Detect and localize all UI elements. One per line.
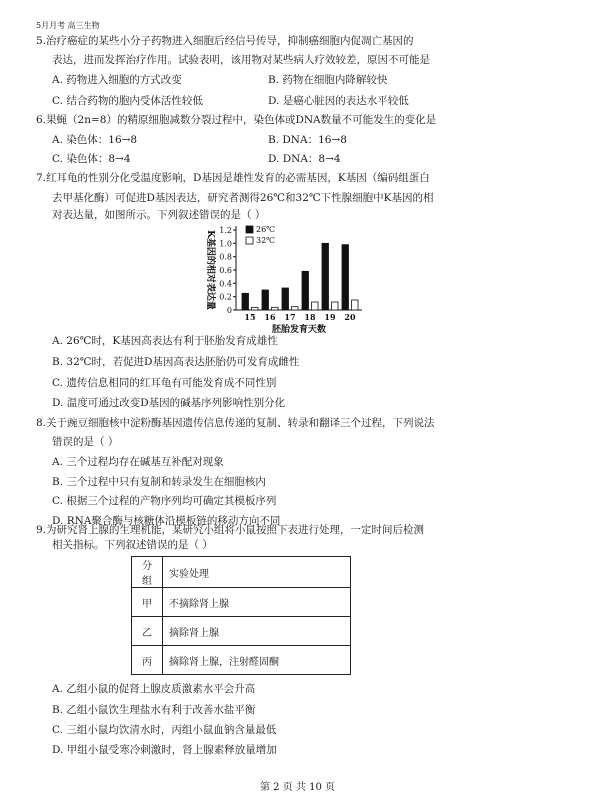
bar-white (312, 302, 319, 310)
q7-option-c: C. 遗传信息相同的红耳龟有可能发育成不同性别 (52, 377, 277, 389)
page-header: 5月月考 高三生物 (36, 21, 100, 30)
q6-option-a: A. 染色体：16→8 (52, 134, 138, 146)
bar-black (322, 243, 329, 310)
q9-option-d: D. 甲组小鼠受寒冷刺激时，肾上腺素释放量增加 (52, 744, 277, 756)
x-tick-label: 15 (244, 312, 256, 322)
q9-stem-line1: 9.为研究肾上腺的生理机能，某研究小组将小鼠按照下表进行处理，一定时间后检测 (36, 524, 425, 536)
y-tick-label: 0 (226, 306, 232, 315)
q5-option-a: A. 药物进入细胞的方式改变 (52, 74, 182, 86)
bar-black (302, 271, 309, 310)
x-axis-label: 胚胎发育天数 (271, 325, 327, 335)
y-tick-label: 0.4 (219, 279, 232, 289)
bar-white (272, 307, 279, 310)
table-cell-treatment: 不摘除肾上腺 (163, 588, 351, 617)
q7-option-a: A. 26℃时，K基因高表达有利于胚胎发育成雄性 (52, 335, 278, 347)
table-cell-treatment: 摘除肾上腺 (163, 617, 351, 646)
q7-option-b: B. 32℃时，若促进D基因高表达胚胎仍可发育成雌性 (52, 356, 300, 368)
table-header-cell: 实验处理 (163, 557, 351, 588)
q5-option-d: D. 是癌心脏因的表达水平较低 (268, 95, 409, 107)
table-cell-group: 甲 (132, 588, 163, 617)
q8-option-d: D. RNA聚合酶与核糖体沿模板链的移动方向不同 (52, 515, 281, 527)
q8-option-c: C. 根据三个过程的产物序列均可确定其模板序列 (52, 495, 277, 507)
q9-stem-line2: 相关指标。下列叙述错误的是（ ） (52, 539, 213, 551)
q9-option-c: C. 三组小鼠均饮清水时，丙组小鼠血钠含量最低 (52, 724, 277, 736)
x-tick-label: 19 (324, 312, 336, 322)
k-gene-expression-chart (200, 222, 370, 342)
bar-black (282, 288, 289, 310)
bar-black (262, 290, 269, 310)
y-tick-label: 0.6 (219, 266, 232, 275)
q6-option-b: B. DNA：16→8 (268, 134, 347, 146)
q6-option-d: D. DNA：8→4 (268, 153, 341, 165)
table-cell-group: 乙 (132, 617, 163, 646)
y-tick-label: 0.2 (219, 292, 232, 302)
page-footer: 第 2 页 共 10 页 (260, 782, 335, 793)
y-axis-label: K基因的相对表达量 (205, 230, 215, 310)
bar-black (342, 245, 349, 310)
q7-stem-line3: 对表达量，如图所示。下列叙述错误的是（ ） (52, 209, 266, 221)
x-tick-label: 17 (284, 312, 296, 322)
q5-stem-line2: 表达，进而发挥治疗作用。试验表明，该用物对某些病人疗效较差，原因不可能是 (52, 54, 430, 66)
q8-option-b: B. 三个过程中只有复制和转录发生在细胞核内 (52, 476, 266, 488)
q5-option-c: C. 结合药物的胞内受体活性较低 (52, 95, 203, 107)
q5-stem-line1: 5.治疗癌症的某些小分子药物进入细胞后经信号传导，抑制癌细胞内促凋亡基因的 (36, 35, 414, 47)
q9-option-b: B. 乙组小鼠饮生理盐水有利于改善水盐平衡 (52, 704, 256, 716)
legend-label: 26℃ (256, 225, 276, 234)
table-row (132, 588, 351, 617)
legend-label: 32℃ (256, 236, 276, 245)
bar-black (242, 293, 249, 310)
q6-option-c: C. 染色体：8→4 (52, 153, 131, 165)
bar-white (252, 307, 259, 310)
q8-stem-line2: 错误的是（ ） (52, 436, 119, 448)
y-tick-label: 1.0 (219, 239, 232, 249)
q7-option-d: D. 温度可通过改变D基因的碱基序列影响性别分化 (52, 397, 286, 409)
q7-stem-line1: 7.红耳龟的性别分化受温度影响，D基因是雄性发育的必需基因，K基因（编码组蛋白 (36, 172, 430, 184)
bar-white (292, 307, 299, 310)
x-tick-label: 18 (304, 312, 316, 322)
experiment-table (131, 556, 351, 675)
y-tick-label: 1.2 (219, 226, 232, 235)
x-tick-label: 16 (264, 312, 276, 322)
table-row (132, 617, 351, 646)
table-header-row (132, 557, 351, 588)
q9-option-a: A. 乙组小鼠的促肾上腺皮质激素水平会升高 (52, 683, 256, 695)
legend-swatch (246, 226, 253, 233)
q6-stem: 6.果蝇（2n=8）的精原细胞减数分裂过程中，染色体或DNA数量不可能发生的变化是 (36, 114, 437, 126)
table-row (132, 646, 351, 675)
q7-stem-line2: 去甲基化酶）可促进D基因表达，研究者测得26℃和32℃下性腺细胞中K基因的相 (52, 192, 434, 204)
bar-white (352, 300, 359, 310)
table-cell-treatment: 摘除肾上腺，注射醛固酮 (163, 646, 351, 675)
x-tick-label: 20 (344, 312, 356, 322)
y-tick-label: 0.8 (219, 252, 232, 262)
legend-swatch (246, 237, 253, 244)
q8-stem-line1: 8.关于豌豆细胞核中淀粉酶基因遗传信息传递的复制、转录和翻译三个过程，下列说法 (36, 417, 435, 429)
table-header-cell: 分组 (132, 557, 163, 588)
q5-option-b: B. 药物在细胞内降解较快 (268, 74, 388, 86)
bar-white (332, 302, 339, 310)
q8-option-a: A. 三个过程均存在碱基互补配对现象 (52, 456, 224, 468)
table-cell-group: 丙 (132, 646, 163, 675)
